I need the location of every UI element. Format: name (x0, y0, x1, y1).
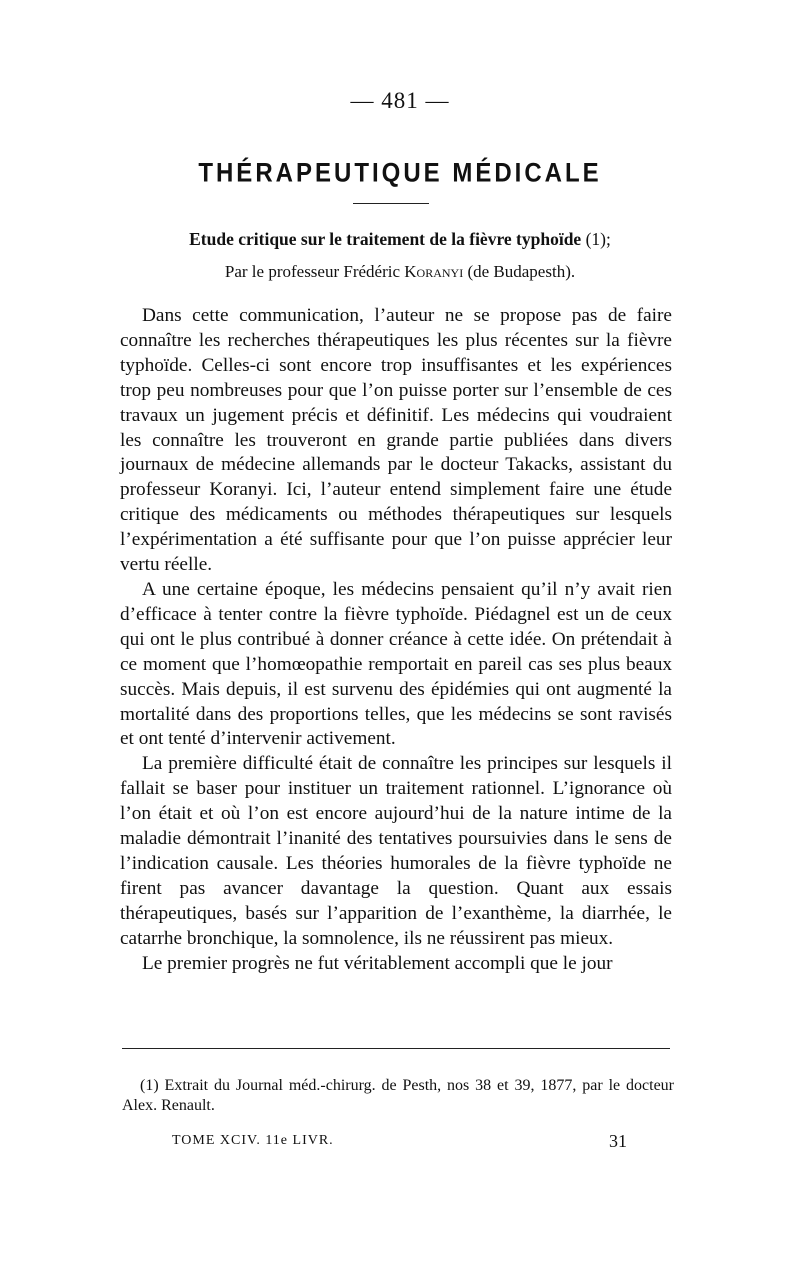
article-title (0, 229, 800, 250)
paragraph: La première difficulté était de connaître les principes sur lesquels il fallait se baser pour instituer un traitement rationnel. L’ignorance où l’on était et où l’on est encore aujourd’hui de la nature intime de la maladie démontrait l’inanité des tentatives poursuivies dans le sens de l’indication causale. Les théories humorales de la fièvre typhoïde ne firent pas avancer davantage la question. Quant aux essais thérapeutiques, basés sur l’apparition de l’exanthème, la diarrhée, le catarrhe bronchique, la somnolence, ils ne réussirent pas mieux. (120, 753, 672, 949)
article-body (120, 304, 672, 976)
footnote (122, 1076, 674, 1116)
paragraph: Le premier progrès ne fut véritablement accompli que le jour (142, 952, 613, 974)
footnote-text: Extrait du Journal méd.-chirurg. de Pesth, nos 38 et 39, 1877, par le docteur Alex. Renault. (122, 1077, 674, 1114)
section-heading: THÉRAPEUTIQUE MÉDICALE (198, 158, 602, 189)
footnote-rule (122, 1048, 670, 1049)
byline-author-name: Koranyi (404, 262, 464, 281)
heading-rule (353, 203, 429, 204)
page-number: — 481 — (350, 88, 450, 113)
footnote-marker: (1) (140, 1077, 159, 1094)
footnote-reference: (1); (581, 229, 611, 249)
paragraph: Dans cette communication, l’auteur ne se propose pas de faire connaître les recherches thérapeutiques les plus récentes sur la fièvre typhoïde. Celles-ci sont encore trop insuffisantes et les expériences trop peu nombreuses pour que l’on puisse porter sur l’ensemble de ces travaux un jugement précis et définitif. Les médecins qui voudraient les connaître les trouveront en grande partie publiées dans divers journaux de médecine allemands par le docteur Takacks, assistant du professeur Koranyi. Ici, l’auteur entend simplement faire une étude critique des médicaments ou méthodes thérapeutiques sur lesquels l’expérimentation a été suffisante pour que l’on puisse apprécier leur vertu réelle. (120, 305, 672, 576)
sheet-signature-number: 31 (609, 1131, 627, 1151)
byline-suffix: (de Budapesth). (463, 262, 576, 281)
volume-signature: TOME XCIV. 11e LIVR. (172, 1133, 334, 1148)
paragraph: A une certaine époque, les médecins pensaient qu’il n’y avait rien d’efficace à tenter contre la fièvre typhoïde. Piédagnel est un de ceux qui ont le plus contribué à donner créance à cette idée. On prétendait à ce moment que l’homœopathie remportait en pareil cas ses plus beaux succès. Mais depuis, il est survenu des épidémies qui ont augmenté la mortalité dans des proportions telles, que les médecins se sont ravisés et ont tenté d’intervenir activement. (120, 578, 672, 750)
article-byline (0, 262, 800, 282)
article-title-text: Etude critique sur le traitement de la fièvre typhoïde (189, 229, 582, 249)
byline-prefix: Par le professeur Frédéric (224, 262, 405, 281)
printer-signature-line (172, 1133, 627, 1149)
